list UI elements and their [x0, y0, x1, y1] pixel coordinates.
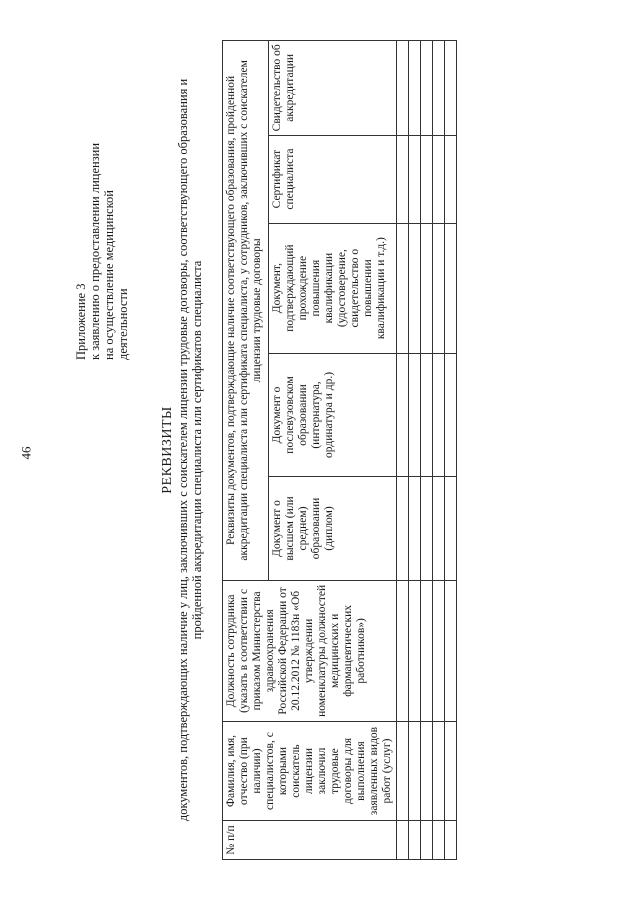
table-header-row [223, 41, 269, 860]
appendix-note [74, 60, 130, 360]
appendix-line-1: к заявлению о предоставлении лицензии [88, 142, 102, 360]
header-higher-education: Документ о высшем (или среднем) образовании (диплом) [269, 477, 397, 580]
table-row [433, 41, 445, 860]
header-accreditation: Свидетельство об аккредитации [269, 41, 397, 136]
header-position: Должность сотрудника (указать в соответствии с приказом Министерства здравоохранения Российской Федерации от 20.12.2012 № 1183н «Об утверждении номенклатуры должностей медицинских и фармацевтических работников») [223, 580, 397, 721]
appendix-line-2: на осуществление медицинской [102, 190, 116, 360]
table-row [421, 41, 433, 860]
header-document-group: Реквизиты документов, подтверждающие наличие соответствующего образования, пройденной аккредитации специалиста или сертификата специалиста, у сотрудников, заключивших с соискателем лицензии трудовые договоры [223, 41, 269, 581]
header-postgraduate: Документ о послевузовском образовании (интернатура, ординатура и др.) [269, 353, 397, 477]
table-row [445, 41, 457, 860]
document-subtitle: документов, подтверждающих наличие у лиц, заключивших с соискателем лицензии трудовые договоры, соответствующего образования и пройденной аккредитации специалиста или сертификатов специалиста [176, 78, 204, 822]
header-full-name: Фамилия, имя, отчество (при наличии) специалистов, с которыми соискатель лицензии заключил трудовые договоры для выполнения заявленных видов работ (услуг) [223, 722, 397, 821]
rotated-page [40, 20, 600, 880]
page-number: 46 [18, 446, 34, 460]
table-row [409, 41, 421, 860]
header-number: № п/п [223, 821, 397, 860]
appendix-line-3: деятельности [116, 288, 130, 360]
appendix-title: Приложение 3 [74, 283, 88, 360]
requisites-table [222, 40, 457, 860]
document-heading [160, 20, 204, 880]
document-title: РЕКВИЗИТЫ [160, 406, 175, 494]
table-row [397, 41, 409, 860]
header-qualification: Документ, подтверждающий прохождение повышения квалификации (удостоверение, свидетельство о повышении квалификации и т.д.) [269, 223, 397, 353]
header-certificate: Сертификат специалиста [269, 135, 397, 223]
